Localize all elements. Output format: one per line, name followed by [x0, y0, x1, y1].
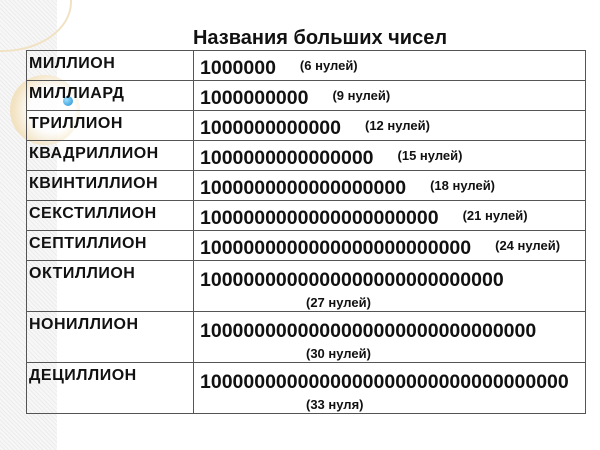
zero-count: (24 нулей) — [495, 238, 561, 253]
table-row — [27, 111, 586, 141]
table-row — [27, 201, 586, 231]
number-name: СЕКСТИЛЛИОН — [27, 201, 194, 231]
number-value: 1000000000000000000000000000000000 — [200, 371, 569, 393]
number-cell — [194, 261, 586, 312]
zero-count: (6 нулей) — [299, 58, 358, 73]
number-value: 1000000 — [200, 57, 276, 79]
table-row — [27, 81, 586, 111]
zero-count: (33 нуля) — [306, 397, 364, 412]
table-row — [27, 51, 586, 81]
table-row — [27, 231, 586, 261]
number-value: 1000000000000000000000000000 — [200, 269, 504, 291]
number-value: 1000000000000000000000000000000 — [200, 320, 537, 342]
number-cell — [194, 51, 586, 81]
number-name: СЕПТИЛЛИОН — [27, 231, 194, 261]
number-name: КВАДРИЛЛИОН — [27, 141, 194, 171]
number-value: 1000000000000000000000000 — [200, 237, 472, 259]
zero-count: (15 нулей) — [397, 148, 463, 163]
number-name: ТРИЛЛИОН — [27, 111, 194, 141]
number-cell — [194, 363, 586, 414]
number-value: 1000000000000000 — [200, 147, 374, 169]
zero-count: (27 нулей) — [306, 295, 371, 310]
number-cell — [194, 141, 586, 171]
zero-count: (21 нулей) — [462, 208, 528, 223]
zero-count: (30 нулей) — [306, 346, 371, 361]
numbers-table — [26, 50, 586, 414]
number-value: 1000000000000 — [200, 117, 341, 139]
table-row — [27, 171, 586, 201]
table-row — [27, 312, 586, 363]
number-value: 1000000000000000000000 — [200, 207, 439, 229]
table-row — [27, 261, 586, 312]
number-name: КВИНТИЛЛИОН — [27, 171, 194, 201]
number-name: НОНИЛЛИОН — [27, 312, 194, 363]
number-name: МИЛЛИАРД — [27, 81, 194, 111]
zero-count: (18 нулей) — [430, 178, 496, 193]
number-value: 1000000000000000000 — [200, 177, 407, 199]
number-cell — [194, 231, 586, 261]
number-name: ДЕЦИЛЛИОН — [27, 363, 194, 414]
number-value: 1000000000 — [200, 87, 309, 109]
number-name: ОКТИЛЛИОН — [27, 261, 194, 312]
number-cell — [194, 201, 586, 231]
zero-count: (12 нулей) — [365, 118, 430, 133]
number-cell — [194, 171, 586, 201]
slide-title: Названия больших чисел — [192, 27, 448, 49]
number-cell — [194, 111, 586, 141]
number-cell — [194, 312, 586, 363]
table-row — [27, 363, 586, 414]
number-name: МИЛЛИОН — [27, 51, 194, 81]
number-cell — [194, 81, 586, 111]
table-row — [27, 141, 586, 171]
zero-count: (9 нулей) — [332, 88, 391, 103]
